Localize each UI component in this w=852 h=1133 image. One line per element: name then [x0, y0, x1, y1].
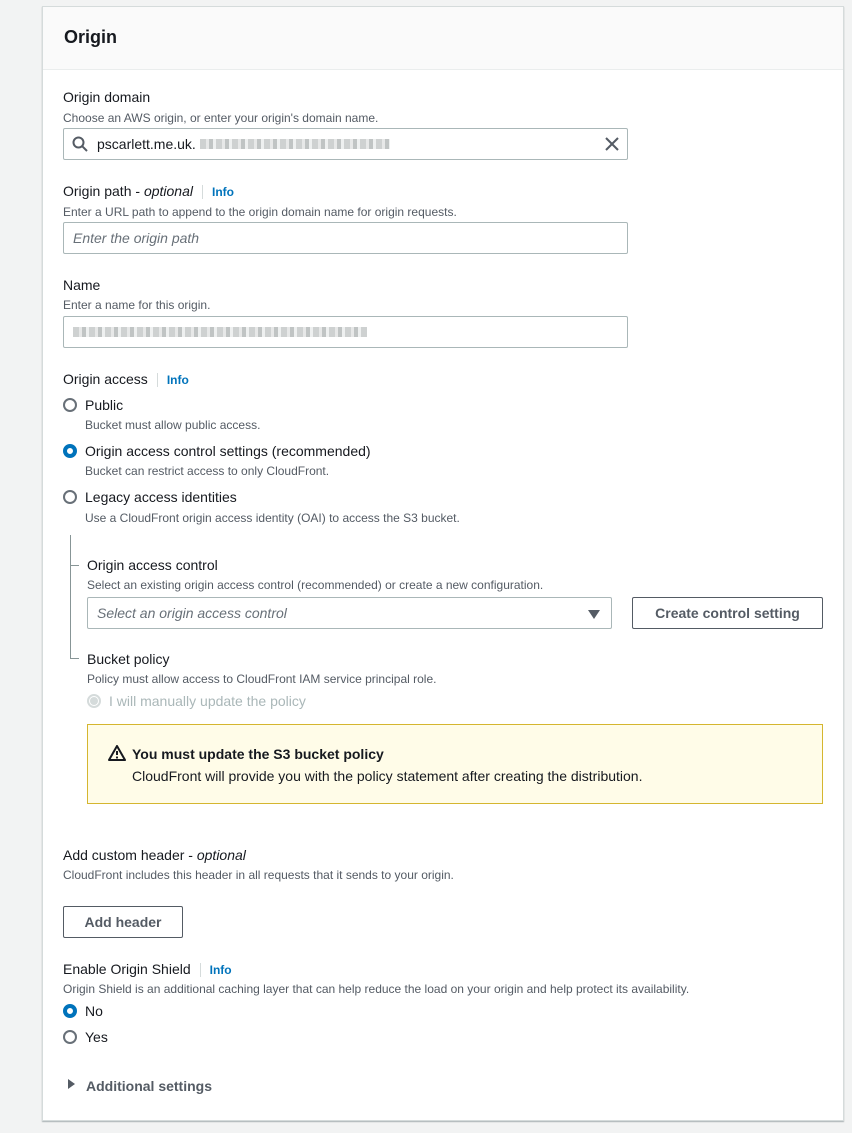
clear-icon[interactable] [604, 136, 620, 155]
radio-oac[interactable] [63, 444, 77, 458]
origin-path-info-link[interactable]: Info [202, 185, 234, 199]
name-description: Enter a name for this origin. [63, 298, 211, 312]
radio-shield-no[interactable] [63, 1004, 77, 1018]
search-icon [72, 136, 88, 155]
origin-access-label: Origin access Info [63, 371, 189, 387]
alert-message: CloudFront will provide you with the policy statement after creating the distribution. [132, 768, 643, 784]
origin-shield-label: Enable Origin Shield Info [63, 961, 232, 977]
oac-label: Origin access control [87, 557, 218, 573]
radio-manual-update-label: I will manually update the policy [109, 693, 306, 709]
origin-shield-description: Origin Shield is an additional caching layer that can help reduce the load on your origin and help protect its availability. [63, 982, 690, 996]
origin-domain-input[interactable] [63, 128, 628, 160]
redacted-domain [200, 139, 390, 149]
additional-settings-label: Additional settings [86, 1078, 212, 1094]
origin-domain-label: Origin domain [63, 89, 151, 105]
alert-title: You must update the S3 bucket policy [132, 746, 384, 762]
radio-legacy-label[interactable]: Legacy access identities [85, 489, 237, 505]
radio-legacy-description: Use a CloudFront origin access identity (OAI) to access the S3 bucket. [85, 511, 460, 525]
origin-path-description: Enter a URL path to append to the origin domain name for origin requests. [63, 205, 457, 219]
custom-header-description: CloudFront includes this header in all requests that it sends to your origin. [63, 868, 454, 882]
warning-icon [108, 745, 126, 766]
bucket-policy-description: Policy must allow access to CloudFront IAM service principal role. [87, 672, 437, 686]
origin-domain-value: pscarlett.me.uk. [97, 136, 196, 152]
bucket-policy-label: Bucket policy [87, 651, 170, 667]
radio-shield-yes[interactable] [63, 1030, 77, 1044]
tree-branch [70, 565, 79, 566]
origin-path-placeholder: Enter the origin path [73, 230, 200, 246]
warning-alert [87, 724, 823, 804]
panel-header [43, 7, 843, 70]
name-label: Name [63, 277, 101, 293]
custom-header-label: Add custom header - optional [63, 847, 246, 863]
additional-settings-toggle[interactable] [67, 1077, 212, 1095]
origin-path-label: Origin path - optional Info [63, 183, 234, 199]
origin-path-input[interactable] [63, 222, 628, 254]
name-input[interactable] [63, 316, 628, 348]
caret-down-icon [588, 607, 600, 623]
oac-description: Select an existing origin access control (recommended) or create a new configuration. [87, 578, 544, 592]
origin-access-info-link[interactable]: Info [157, 373, 189, 387]
radio-public-label[interactable]: Public [85, 397, 124, 413]
optional-tag: optional [143, 183, 193, 199]
create-control-setting-button[interactable]: Create control setting [632, 597, 823, 629]
redacted-name [73, 327, 367, 337]
optional-tag: optional [196, 847, 246, 863]
radio-legacy[interactable] [63, 490, 77, 504]
origin-shield-info-link[interactable]: Info [200, 963, 232, 977]
radio-shield-no-label[interactable]: No [85, 1003, 103, 1019]
radio-oac-description: Bucket can restrict access to only CloudFront. [85, 464, 330, 478]
origin-domain-description: Choose an AWS origin, or enter your origin's domain name. [63, 111, 379, 125]
radio-oac-label[interactable]: Origin access control settings (recommended) [85, 443, 371, 459]
caret-right-icon [67, 1077, 79, 1095]
radio-public[interactable] [63, 398, 77, 412]
tree-branch [70, 658, 79, 659]
radio-public-description: Bucket must allow public access. [85, 418, 261, 432]
oac-placeholder: Select an origin access control [97, 605, 287, 621]
add-header-button[interactable]: Add header [63, 906, 183, 938]
panel-title: Origin [64, 27, 117, 47]
radio-shield-yes-label[interactable]: Yes [85, 1029, 108, 1045]
radio-manual-update [87, 694, 101, 708]
oac-select[interactable] [87, 597, 612, 629]
tree-line [70, 535, 71, 659]
